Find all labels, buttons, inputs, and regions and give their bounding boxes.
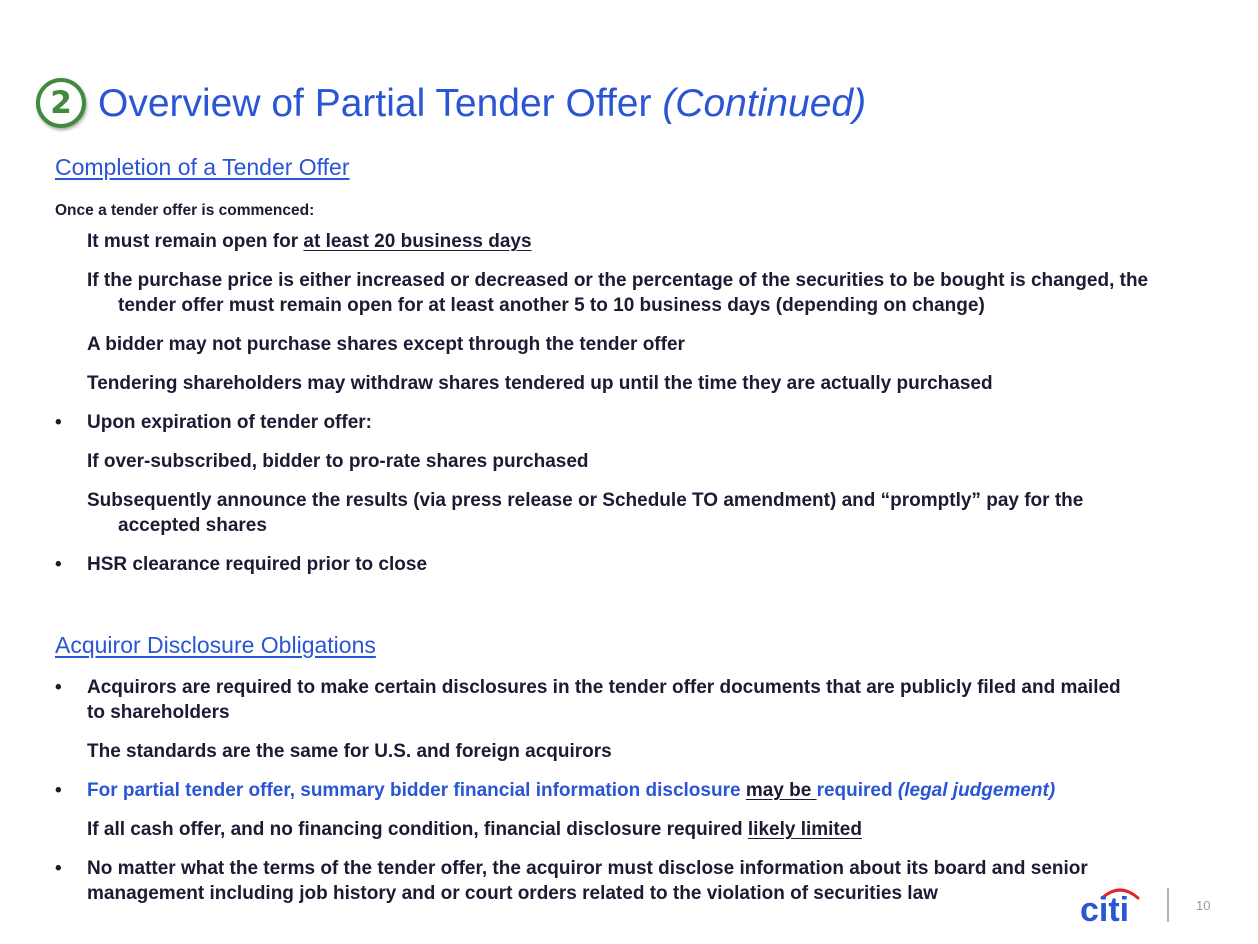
- list-item: • Acquirors are required to make certain disclosures in the tender offer documents that are publicly filed and mailed to shareholders: [55, 677, 1121, 723]
- bullet-dot: •: [55, 554, 62, 575]
- bullet-dot: •: [55, 780, 62, 801]
- list-item: A bidder may not purchase shares except through the tender offer: [87, 334, 685, 355]
- citi-logo: [1080, 884, 1142, 924]
- section-heading-disclosure: Acquiror Disclosure Obligations: [55, 632, 376, 658]
- page-title: [98, 81, 867, 125]
- list-item: • No matter what the terms of the tender offer, the acquiror must disclose information about its board and senior management including job history and or court orders related to the violation of securities law: [55, 858, 1088, 904]
- disclosure-list: [55, 675, 1215, 906]
- list-item: If over-subscribed, bidder to pro-rate shares purchased: [87, 451, 589, 472]
- bullet-dot: •: [55, 858, 62, 879]
- citi-logo-text: citi: [1080, 891, 1130, 924]
- section-heading-completion: Completion of a Tender Offer: [55, 154, 350, 180]
- bullet-dot: •: [55, 677, 62, 698]
- completion-list: [55, 229, 1215, 577]
- list-item: Subsequently announce the results (via press release or Schedule TO amendment) and “promptly” pay for the accepted shares: [87, 490, 1084, 536]
- page-title-main: Overview of Partial Tender Offer: [98, 81, 663, 125]
- list-item: • HSR clearance required prior to close: [55, 554, 428, 575]
- list-item: If the purchase price is either increased or decreased or the percentage of the securities to be bought is changed, the tender offer must remain open for at least another 5 to 10 business days (depending on change): [87, 270, 1149, 316]
- list-item: • For partial tender offer, summary bidder financial information disclosure may be required (legal judgement): [55, 780, 1056, 801]
- section-intro: Once a tender offer is commenced:: [55, 202, 315, 219]
- page-title-continued: (Continued): [662, 81, 867, 125]
- footer-divider: [1167, 888, 1169, 922]
- list-item: The standards are the same for U.S. and foreign acquirors: [87, 741, 612, 762]
- page-number: 10: [1196, 898, 1211, 913]
- list-item: It must remain open for at least 20 business days: [87, 231, 532, 252]
- list-item: Tendering shareholders may withdraw shares tendered up until the time they are actually purchased: [87, 373, 993, 394]
- bullet-dot: •: [55, 412, 62, 433]
- list-item: If all cash offer, and no financing condition, financial disclosure required likely limited: [87, 819, 862, 840]
- section-number-badge: [36, 78, 86, 128]
- list-item: • Upon expiration of tender offer:: [55, 412, 372, 433]
- title-row: [36, 78, 866, 128]
- section-number: 2: [50, 84, 72, 121]
